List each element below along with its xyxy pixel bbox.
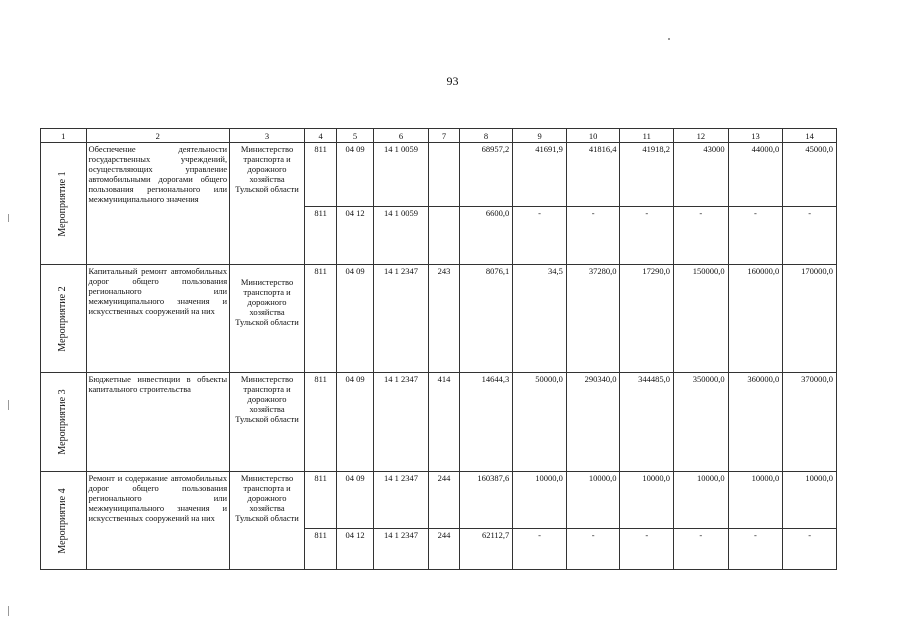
- table-cell: -: [783, 529, 837, 570]
- table-cell: 370000,0: [783, 373, 837, 472]
- activity-label: Мероприятие 1: [57, 170, 69, 237]
- table-cell: 68957,2: [459, 143, 513, 207]
- activity-executor: Министерство транспорта и дорожного хозяйства Тульской области: [230, 143, 305, 265]
- table-cell: 41816,4: [566, 143, 620, 207]
- table-cell: 811: [304, 143, 336, 207]
- activity-description: Обеспечение деятельности государственных учреждений, осуществляющих управление автомобильными дорогами общего пользования регионального или межмуниципального значения: [86, 143, 230, 265]
- table-cell: 360000,0: [728, 373, 783, 472]
- table-cell: -: [728, 529, 783, 570]
- table-cell: 350000,0: [674, 373, 729, 472]
- header-cell: 10: [566, 129, 620, 143]
- table-cell: 14 1 2347: [373, 529, 429, 570]
- header-cell: 5: [337, 129, 373, 143]
- scan-speck: [8, 606, 9, 616]
- table-cell: 290340,0: [566, 373, 620, 472]
- table-cell: 6600,0: [459, 207, 513, 265]
- table-cell: 04 09: [337, 143, 373, 207]
- activity-description: Капитальный ремонт автомобильных дорог общего пользования регионального или межмуниципального значения и искусственных сооружений на них: [86, 265, 230, 373]
- table-cell: 44000,0: [728, 143, 783, 207]
- header-cell: 3: [230, 129, 305, 143]
- activity-label-cell: [41, 265, 87, 373]
- table-cell: 37280,0: [566, 265, 620, 373]
- table-row: [41, 373, 837, 472]
- table-row: [41, 265, 837, 373]
- table-cell: -: [674, 207, 729, 265]
- table-cell: -: [674, 529, 729, 570]
- header-row: [41, 129, 837, 143]
- scan-speck: [8, 400, 9, 410]
- table-cell: 243: [429, 265, 459, 373]
- header-cell: 7: [429, 129, 459, 143]
- table-cell: 10000,0: [513, 472, 567, 529]
- activity-executor: Министерство транспорта и дорожного хозяйства Тульской области: [230, 472, 305, 570]
- scan-speck: [8, 214, 9, 222]
- table-cell: 14 1 2347: [373, 373, 429, 472]
- activity-label: Мероприятие 2: [57, 285, 69, 352]
- activity-label-cell: [41, 472, 87, 570]
- table-cell: 160387,6: [459, 472, 513, 529]
- header-cell: 11: [620, 129, 674, 143]
- table-cell: -: [566, 529, 620, 570]
- table-cell: 34,5: [513, 265, 567, 373]
- table-cell: [429, 207, 459, 265]
- table-cell: 811: [304, 472, 336, 529]
- header-cell: 4: [304, 129, 336, 143]
- activity-executor: Министерство транспорта и дорожного хозяйства Тульской области: [230, 265, 305, 373]
- activity-label: Мероприятие 3: [57, 389, 69, 455]
- table-cell: 160000,0: [728, 265, 783, 373]
- header-cell: 12: [674, 129, 729, 143]
- table-cell: 50000,0: [513, 373, 567, 472]
- table-cell: -: [783, 207, 837, 265]
- table-cell: [429, 143, 459, 207]
- table-cell: 43000: [674, 143, 729, 207]
- table-cell: -: [620, 529, 674, 570]
- activity-label-cell: [41, 143, 87, 265]
- activity-executor: Министерство транспорта и дорожного хозяйства Тульской области: [230, 373, 305, 472]
- table-cell: 10000,0: [728, 472, 783, 529]
- table-cell: 14 1 2347: [373, 472, 429, 529]
- table-cell: 14 1 2347: [373, 265, 429, 373]
- table-cell: -: [620, 207, 674, 265]
- table-cell: 04 09: [337, 472, 373, 529]
- table-cell: 04 12: [337, 529, 373, 570]
- table-cell: 10000,0: [566, 472, 620, 529]
- header-cell: 14: [783, 129, 837, 143]
- table-cell: 10000,0: [620, 472, 674, 529]
- table-cell: 04 09: [337, 373, 373, 472]
- table-cell: -: [513, 529, 567, 570]
- activity-description: Ремонт и содержание автомобильных дорог общего пользования регионального или межмуниципального значения и искусственных сооружений на них: [86, 472, 230, 570]
- scan-speck: [668, 38, 670, 40]
- table-cell: 414: [429, 373, 459, 472]
- activity-label-cell: [41, 373, 87, 472]
- table-cell: -: [513, 207, 567, 265]
- table-cell: 244: [429, 529, 459, 570]
- header-cell: 9: [513, 129, 567, 143]
- table-cell: 45000,0: [783, 143, 837, 207]
- table-cell: 10000,0: [783, 472, 837, 529]
- table-cell: 244: [429, 472, 459, 529]
- table-cell: 62112,7: [459, 529, 513, 570]
- activity-label: Мероприятие 4: [57, 487, 69, 554]
- table-cell: 04 09: [337, 265, 373, 373]
- table-cell: 14644,3: [459, 373, 513, 472]
- table-cell: 41918,2: [620, 143, 674, 207]
- table-cell: 41691,9: [513, 143, 567, 207]
- table-cell: 8076,1: [459, 265, 513, 373]
- page-number: 93: [446, 74, 459, 88]
- table-cell: 811: [304, 373, 336, 472]
- table-cell: 811: [304, 265, 336, 373]
- budget-table: [40, 128, 837, 570]
- table-cell: 17290,0: [620, 265, 674, 373]
- table-cell: 344485,0: [620, 373, 674, 472]
- table-cell: -: [566, 207, 620, 265]
- table-cell: 170000,0: [783, 265, 837, 373]
- header-cell: 13: [728, 129, 783, 143]
- header-cell: 2: [86, 129, 230, 143]
- table-cell: 14 1 0059: [373, 207, 429, 265]
- activity-description: Бюджетные инвестиции в объекты капитального строительства: [86, 373, 230, 472]
- table-cell: 150000,0: [674, 265, 729, 373]
- table-cell: 10000,0: [674, 472, 729, 529]
- table-row: [41, 143, 837, 207]
- table-cell: 811: [304, 529, 336, 570]
- header-cell: 8: [459, 129, 513, 143]
- table-cell: 811: [304, 207, 336, 265]
- table-cell: 14 1 0059: [373, 143, 429, 207]
- table-cell: -: [728, 207, 783, 265]
- table-cell: 04 12: [337, 207, 373, 265]
- table-row: [41, 472, 837, 529]
- header-cell: 6: [373, 129, 429, 143]
- header-cell: 1: [41, 129, 87, 143]
